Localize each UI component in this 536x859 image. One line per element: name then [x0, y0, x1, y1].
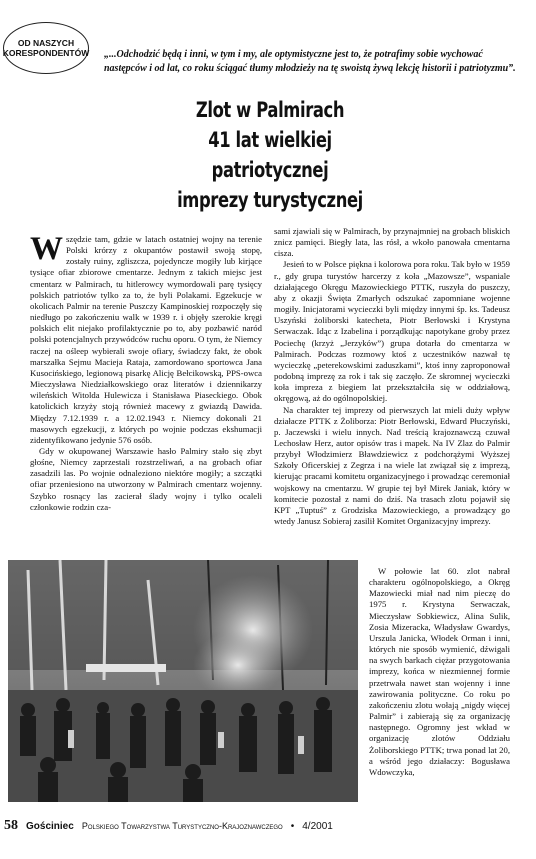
lead-quote: „...Odchodzić będą i inni, w tym i my, ale optymistyczne jest to, że potrafimy sobie wychować następców i od lat, co roku ściągać tłumy młodzieży na tę swoistą żywą lekcję historii i patriotyzmu”.: [104, 49, 516, 74]
issue-number: 4/2001: [302, 821, 333, 832]
publisher-name: Polskiego Towarzystwa Turystyczno-Krajoznawczego: [81, 821, 283, 831]
article-title: [153, 95, 387, 215]
magazine-name: Gościniec: [26, 821, 74, 832]
paragraph: Na charakter tej imprezy od pierwszych lat mieli duży wpływ działacze PTTK z Żoliborza: Piotr Berłowski, Edward Płuczyński, p. Jaczewski i wielu innych. Nad treścią krajoznawczą czuwał Lechosław Herz, autor opisów tras i mapek. Na IV Zlaz do Palmir przybył Włodzimierz Bławdziewicz z podchorążymi Wyższej Szkoły Oficerskiej z Zegrza i na wiele lat związał się z imprezą, kierując pracami komitetu organizacyjnego i prowadząc ceremoniał wojskowy na cmentarzu. W grupie tej był Mirek Janiak, który w komitecie pozostał z nami do dziś. Na trasach zlotu pojawił się KPT „Tuptuś” z Grodziska Mazowieckiego, a prowadzący go wtedy Janusz Sobieraj zasilił Komitet Organizacyjny imprezy.: [274, 404, 510, 527]
crowd-at-memorial-image: [8, 560, 358, 802]
paragraph: Gdy w okupowanej Warszawie hasło Palmiry stało się zbyt głośne, Niemcy zaprzestali rozstrzeliwań, a na grobach ofiar zasadzili las. Po wojnie odnaleziono niektóre mogiły; a szczątki ofiar przeniesiono na utworzony w Palmirach cmentarz wojenny. Szybko rosnący las zacierał ślady wojny i tylko ocaleli członkowie rodzin cza-: [30, 445, 262, 512]
title-line-1: Zlot w Palmirach: [195, 98, 345, 122]
page-number: 58: [4, 818, 18, 833]
section-label-oval: [3, 22, 89, 74]
paragraph: [30, 231, 262, 446]
section-label-line2: KORESPONDENTÓW: [2, 48, 90, 58]
article-column-right: [274, 226, 510, 527]
title-line-3: imprezy turystycznej: [177, 188, 363, 212]
paragraph: sami zjawiali się w Palmirach, by przynajmniej na grobach bliskich znicz pamięci. Biegły lata, las rósł, a wkoło panowała cmentarna cisza.: [274, 226, 510, 259]
page-footer: [4, 818, 532, 834]
paragraph: W połowie lat 60. zlot nabrał charakteru ogólnopolskiego, a Okręg Mazowiecki miał nad nim pieczę do 1975 r. Krystyna Serwaczak, Mieczysław Sobkiewicz, Alina Sulik, Zosia Mizeracka, Władysław Gwardys, Urszula Janicka, Włodek Orman i inni, których nie sposób wymienić, dźwigali na swych barkach ciężar przygotowania imprezy, końca w niezmiennej formie przetrwała nawet stan wojenny i inne zawirowania polityczne. Co roku po zakończeniu zlotu wołają „nigdy więcej Palmir” i zabierają się za organizację następnego. Ogromny jest wkład w organizację zlotów Oddziału Żoliborskiego PTTK; trwa ponad lat 20, a wśród jego działaczy: Bogusława Wdowczyka,: [369, 566, 510, 777]
title-line-2: 41 lat wielkiej patriotycznej: [208, 128, 332, 182]
section-label-line1: OD NASZYCH: [17, 38, 75, 48]
article-column-left: [30, 231, 262, 513]
paragraph-text: szędzie tam, gdzie w latach ostatniej wojny na terenie Polski krórzy z okupantów postawił swoją stopę, zostały ruiny, zgliszcza, pojedyncze mogiły lub kirjące tysiące ofiar zbiorowe cmentarze. Jednym z takich miejsc jest cmentarz w Palmirach, tu hitlerowcy wymordowali parę tysięcy polskich patriotów tylko za to, że byli Polakami. Egzekucje w okolicach Palmir na terenie Puszczy Kampinoskiej rozpoczęły się niedługo po zakończeniu walk w 1939 r. i objęły szerokie kręgi polskich elit niejako profilaktycznie po to, aby pozbawić naród polski potencjalnych przywódców ruchu oporu. O tym, że Niemcy raczej na ośleep wybierali swoje ofiary, świadczy fakt, że obok marszałka Sejmu Macieja Rataja, zamordowano sportowca Jana Kusocińskiego, legionową pisarkę Alicję Bełcikowską, PPS-owca Mieczysława Niedziałkowskiego oraz literatów i dziennikarzy wileńskich Witolda Hulewicza i Stanisława Piaseckiego. Obok katolickich krzyży stoją również macewy z gwiazdą Dawida. Między 7.12.1939 r. a 12.02.1943 r. Niemcy dokonali 21 masowych egzekucji, z których po wojnie podczas ekshumacji zidentyfikowano jedynie 576 osób.: [30, 234, 262, 445]
drop-cap: W: [30, 231, 63, 267]
paragraph: Jesień to w Polsce piękna i kolorowa pora roku. Tak było w 1959 r., gdy grupa turystów harcerzy z koła „Mazowsze”, wspaniale działającego Okręgu Mazowieckiego PTTK, ruszyła do puszczy, aby z okazji Święta Zmarłych odszukać zapomniane wojenne mogiły. Inicjatorami wycieczki byli między innymi śp. ks. Tadeusz Uszyński żoliborski katecheta, Piotr Berłowski i Krystyna Serwaczak. Idąc z Izabelina i porządkując napotykane groby przez Pociechę (krzyż „Jerzyków”) grupa dotarła do cmentarza w Palmirach. Podczas rozmowy ktoś z uczestników nazwał tę wycieczkę „peterekowskimi zaduszkami”, ktoś inny zaproponował podobną imprezę za rok i tak się zaczęło. Ze skromnej wycieczki koła impreza z biegiem lat przekształciła się w oddziałową, okręgową, aż do ogólnopolskiej.: [274, 259, 510, 404]
article-column-right-lower: [369, 566, 510, 778]
event-photo: [8, 560, 358, 802]
separator-bullet: •: [290, 821, 295, 832]
